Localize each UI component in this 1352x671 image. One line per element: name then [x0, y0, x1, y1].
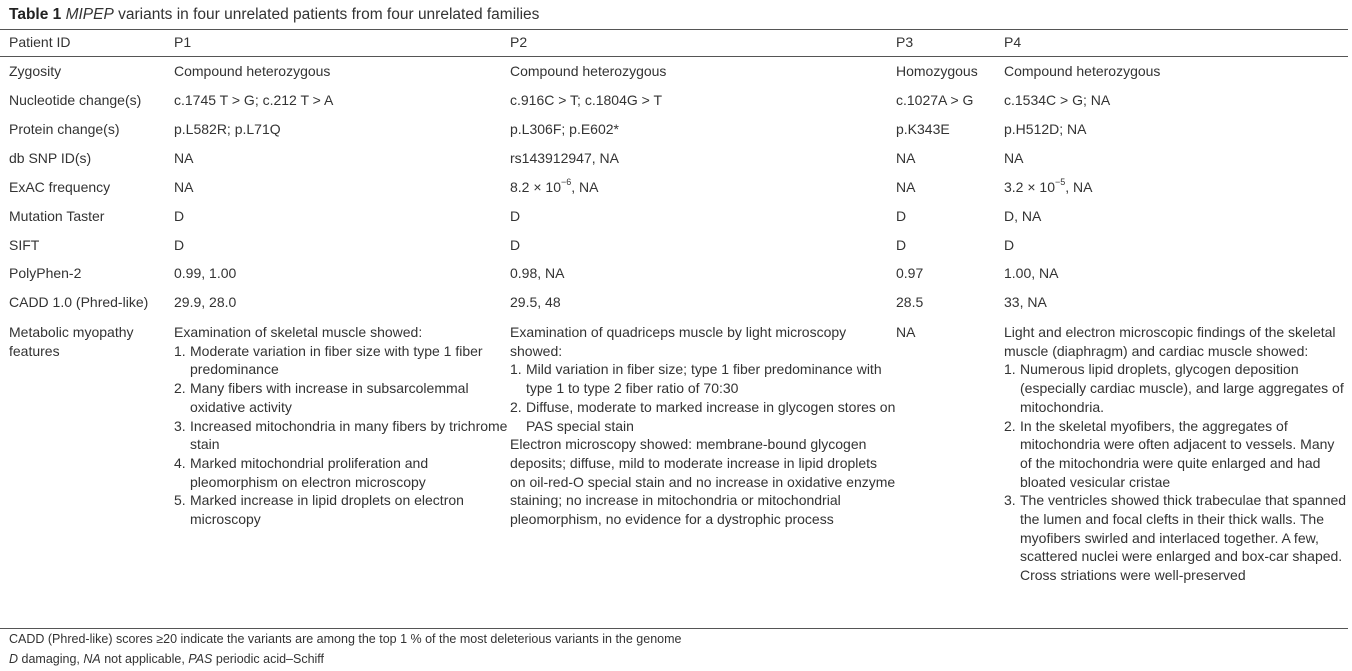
- cell-value: c.916C > T; c.1804G > T: [510, 92, 663, 109]
- list-item: [174, 417, 510, 454]
- list-text: Mild variation in fiber size; type 1 fiber predominance with type 1 to type 2 fiber ratio of 70:30: [526, 361, 882, 397]
- findings-list: [510, 360, 896, 435]
- cell-value: D: [174, 236, 185, 253]
- table-row: [0, 56, 1348, 85]
- table-cell: [174, 287, 510, 316]
- table-cell: [510, 316, 896, 589]
- cell-value: c.1027A > G: [896, 92, 974, 109]
- table-cell: NA: [896, 324, 916, 341]
- list-text: Many fibers with increase in subsarcolemmal oxidative activity: [190, 380, 469, 415]
- table-cell: [896, 56, 1004, 85]
- table-label: Table 1: [9, 6, 62, 23]
- cell-value: 3.2 × 10: [1004, 178, 1055, 195]
- table-row: [0, 258, 1348, 287]
- abbreviation: NA: [83, 652, 101, 666]
- cell-value: c.1745 T > G; c.212 T > A: [174, 92, 334, 109]
- table-cell: [510, 258, 896, 287]
- cell-suffix: , NA: [571, 178, 599, 195]
- findings-list: [1004, 360, 1348, 584]
- abbreviation-definition: damaging,: [18, 652, 84, 666]
- row-label: ExAC frequency: [9, 178, 111, 195]
- table-cell: [896, 258, 1004, 287]
- list-text: In the skeletal myofibers, the aggregates of mitochondria were often adjacent to vessels. Many of the mitochondria were quite enlarged and had bloated vesicular cristae: [1020, 417, 1335, 490]
- cell-value: 29.9, 28.0: [174, 294, 237, 311]
- list-number: 5.: [174, 492, 186, 509]
- cell-value: p.K343E: [896, 120, 950, 137]
- cell-value: NA: [896, 178, 916, 195]
- table-cell: [510, 114, 896, 143]
- cell-value: D: [510, 236, 521, 253]
- list-item: [174, 342, 510, 379]
- header-cell: P2: [510, 34, 528, 50]
- table-cell: [174, 172, 510, 201]
- list-text: Diffuse, moderate to marked increase in glycogen stores on PAS special stain: [526, 398, 896, 434]
- cell-value: D: [510, 207, 521, 224]
- table-cell: [174, 200, 510, 229]
- list-text: Moderate variation in fiber size with type 1 fiber predominance: [190, 342, 483, 378]
- abbreviation-definition: not applicable,: [100, 652, 189, 666]
- table-row: [0, 229, 1348, 258]
- cell-intro: Examination of skeletal muscle showed:: [174, 324, 423, 341]
- row-label: CADD 1.0 (Phred-like): [9, 294, 149, 311]
- table-cell: [510, 200, 896, 229]
- list-text: The ventricles showed thick trabeculae that spanned the lumen and focal clefts in their thick walls. The myofibers swirled and interlaced together. A few, scattered nuclei were enlarged and box-car shaped. Cross striations were well-preserved: [1020, 492, 1347, 584]
- abbreviation: PAS: [188, 652, 213, 666]
- cell-value: 0.98, NA: [510, 265, 565, 282]
- table-cell: [174, 56, 510, 85]
- table-cell: [174, 143, 510, 172]
- table-row: [0, 143, 1348, 172]
- table-cell: [510, 56, 896, 85]
- row-label: Mutation Taster: [9, 207, 105, 224]
- list-item: [174, 379, 510, 416]
- cell-intro: Examination of quadriceps muscle by light microscopy showed:: [510, 324, 847, 359]
- table-cell: [510, 143, 896, 172]
- list-text: Marked mitochondrial proliferation and pleomorphism on electron microscopy: [190, 454, 429, 490]
- exponent: −6: [561, 177, 572, 188]
- table-row: [0, 114, 1348, 143]
- cell-value: NA: [174, 149, 194, 166]
- cell-value: Compound heterozygous: [510, 63, 667, 80]
- cell-value: D: [896, 207, 907, 224]
- list-number: 2.: [510, 398, 522, 415]
- table-cell: [896, 143, 1004, 172]
- list-text: Increased mitochondria in many fibers by trichrome stain: [190, 417, 508, 453]
- table-cell: [174, 316, 510, 589]
- cell-value: p.L582R; p.L71Q: [174, 120, 281, 137]
- list-item: [174, 454, 510, 491]
- exponent: −5: [1055, 177, 1066, 188]
- list-item: [510, 360, 896, 397]
- table-cell: [896, 200, 1004, 229]
- list-item: [174, 491, 510, 528]
- table-cell: [1004, 258, 1348, 287]
- table-cell: [896, 172, 1004, 201]
- cell-value: 1.00, NA: [1004, 265, 1059, 282]
- cell-value: rs143912947, NA: [510, 149, 619, 166]
- list-number: 1.: [1004, 361, 1016, 378]
- cell-value: D: [896, 236, 907, 253]
- list-text: Marked increase in lipid droplets on electron microscopy: [190, 492, 464, 528]
- cell-value: D: [174, 207, 185, 224]
- cell-value: 0.99, 1.00: [174, 265, 237, 282]
- list-item: [1004, 417, 1348, 492]
- header-cell: Patient ID: [9, 34, 71, 50]
- footnote-cadd: CADD (Phred-like) scores ≥20 indicate the variants are among the top 1 % of the most deleterious variants in the genome: [9, 632, 682, 646]
- table-cell: [896, 85, 1004, 114]
- row-label: db SNP ID(s): [9, 149, 92, 166]
- table-cell: [1004, 287, 1348, 316]
- cell-value: NA: [896, 149, 916, 166]
- header-cell: P1: [174, 34, 192, 50]
- row-label: SIFT: [9, 236, 40, 253]
- row-label: Zygosity: [9, 63, 62, 80]
- cell-value: D: [1004, 236, 1015, 253]
- abbreviation: D: [9, 652, 19, 666]
- table-row-metabolic: [0, 316, 1348, 589]
- table-cell: [174, 85, 510, 114]
- table-cell: [174, 258, 510, 287]
- abbreviation-definition: periodic acid–Schiff: [212, 652, 325, 666]
- table-cell: [1004, 114, 1348, 143]
- table-cell: [510, 85, 896, 114]
- list-number: 3.: [1004, 492, 1016, 509]
- cell-value: 33, NA: [1004, 294, 1047, 311]
- cell-value: c.1534C > G; NA: [1004, 92, 1111, 109]
- header-cell: P3: [896, 34, 914, 50]
- cell-value: Compound heterozygous: [1004, 63, 1161, 80]
- table-cell: [510, 287, 896, 316]
- row-label: Metabolic myopathy features: [9, 324, 134, 359]
- table-row: [0, 200, 1348, 229]
- table-cell: [896, 229, 1004, 258]
- table-row: [0, 172, 1348, 201]
- cell-value: 8.2 × 10: [510, 178, 561, 195]
- table-cell: [174, 229, 510, 258]
- table-cell: [1004, 316, 1348, 589]
- list-item: [1004, 360, 1348, 416]
- row-label: Protein change(s): [9, 120, 120, 137]
- list-number: 3.: [174, 417, 186, 434]
- table-cell: [1004, 85, 1348, 114]
- table-cell: [510, 229, 896, 258]
- table-cell: [510, 172, 896, 201]
- table-row: [0, 287, 1348, 316]
- list-item: [510, 398, 896, 435]
- variants-table: [0, 29, 1348, 589]
- header-cell: P4: [1004, 34, 1022, 50]
- bottom-rule: [0, 628, 1348, 629]
- cell-value: 28.5: [896, 294, 924, 311]
- list-number: 1.: [174, 342, 186, 359]
- list-number: 2.: [174, 380, 186, 397]
- cell-value: 0.97: [896, 265, 924, 282]
- findings-list: [174, 342, 510, 529]
- cell-value: Homozygous: [896, 63, 978, 80]
- cell-suffix: , NA: [1065, 178, 1093, 195]
- cell-value: p.H512D; NA: [1004, 120, 1087, 137]
- table-cell: [896, 114, 1004, 143]
- list-number: 2.: [1004, 417, 1016, 434]
- table-cell: [1004, 200, 1348, 229]
- header-row: [0, 29, 1348, 56]
- table-cell: [1004, 143, 1348, 172]
- table-caption: [9, 5, 539, 24]
- table-cell: [1004, 172, 1348, 201]
- cell-value: 29.5, 48: [510, 294, 561, 311]
- table-cell: [174, 114, 510, 143]
- list-text: Numerous lipid droplets, glycogen deposition (especially cardiac muscle), and large aggregates of mitochondria.: [1020, 361, 1344, 415]
- table-row: [0, 85, 1348, 114]
- gene-name: MIPEP: [65, 6, 114, 23]
- table-cell: [896, 287, 1004, 316]
- cell-intro: Light and electron microscopic findings of the skeletal muscle (diaphragm) and cardiac muscle showed:: [1004, 324, 1336, 359]
- table-cell: [1004, 56, 1348, 85]
- caption-text: variants in four unrelated patients from four unrelated families: [113, 6, 540, 23]
- footnote-abbreviations: [9, 651, 324, 667]
- row-label: Nucleotide change(s): [9, 92, 142, 109]
- cell-value: NA: [174, 178, 194, 195]
- cell-value: NA: [1004, 149, 1024, 166]
- cell-value: Compound heterozygous: [174, 63, 331, 80]
- cell-outro: Electron microscopy showed: membrane-bound glycogen deposits; diffuse, mild to moderate increase in lipid droplets on oil-red-O special stain and no increase in oxidative enzyme staining; no increase in mitochondria or mitochondrial pleomorphism, no evidence for a dystrophic process: [510, 436, 896, 528]
- list-number: 4.: [174, 454, 186, 471]
- cell-value: p.L306F; p.E602*: [510, 120, 619, 137]
- cell-value: D, NA: [1004, 207, 1042, 224]
- list-number: 1.: [510, 361, 522, 378]
- row-label: PolyPhen-2: [9, 265, 82, 282]
- list-item: [1004, 491, 1348, 585]
- table-cell: [1004, 229, 1348, 258]
